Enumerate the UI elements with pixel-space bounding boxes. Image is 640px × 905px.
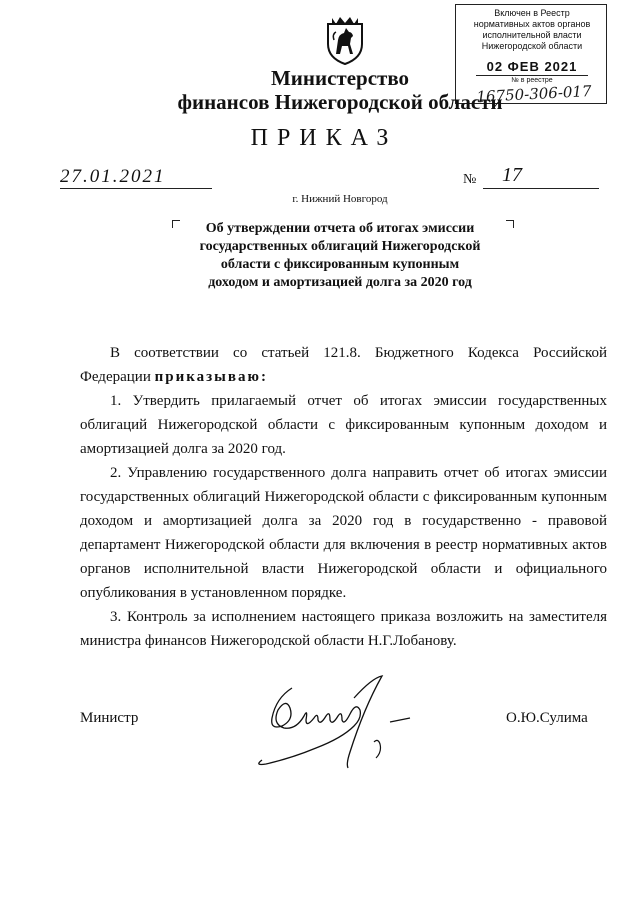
stamp-line-3: исполнительной власти — [482, 30, 582, 40]
signatory-title: Министр — [80, 710, 139, 726]
subject-bracket-left — [172, 220, 180, 228]
subject-bracket-right — [506, 220, 514, 228]
stamp-line-1: Включен в Реестр — [494, 8, 570, 18]
subject-line-2: государственных облигаций Нижегородской — [199, 239, 481, 254]
date-underline — [60, 188, 212, 189]
stamp-date: 02 ФЕВ 2021 — [486, 59, 578, 74]
stamp-line-4: Нижегородской области — [481, 41, 583, 51]
subject-line-4: доходом и амортизацией долга за 2020 год — [208, 275, 472, 290]
number-label: № — [463, 172, 477, 187]
city: г. Нижний Новгород — [292, 193, 388, 205]
subject-line-3: области с фиксированным купонным — [220, 257, 460, 272]
document-type-title: ПРИКАЗ — [250, 125, 398, 151]
stamp-line-2: нормативных актов органов — [473, 19, 591, 29]
stamp-registry-label: № в реестре — [511, 77, 553, 84]
stamp-registry-number: 16750-306-017 — [476, 81, 592, 107]
subject-title — [180, 220, 500, 292]
item-1-paragraph: 1. Утвердить прилагаемый отчет об итогах эмиссии государственных облигаций Нижегородской области с фиксированным купонным доходом и амортизацией долга за 2020 год. — [80, 393, 607, 457]
ministry-line-1: Министерство — [270, 66, 410, 90]
preamble-text: В соответствии со статьей 121.8. Бюджетного Кодекса Российской Федерации — [80, 345, 607, 385]
number-underline — [483, 188, 599, 189]
document-number: 17 — [502, 164, 522, 186]
coat-of-arms-icon — [324, 14, 366, 66]
ministry-line-2: финансов Нижегородской области — [177, 90, 503, 114]
subject-line-1: Об утверждении отчета об итогах эмиссии — [205, 221, 475, 236]
item-2-paragraph: 2. Управлению государственного долга направить отчет об итогах эмиссии государственных облигаций Нижегородской области с фиксированным купонным доходом и амортизацией долга за 2020 год в государственно - правовой департамент Нижегородской области для включения в реестр нормативных актов органов исполнительной власти Нижегородской области и официального опубликования в установленном порядке. — [80, 465, 607, 601]
item-3-paragraph: 3. Контроль за исполнением настоящего приказа возложить на заместителя министра финансов Нижегородской области Н.Г.Лобанову. — [80, 609, 607, 649]
order-word: приказываю: — [154, 369, 268, 385]
signatory-name: О.Ю.Сулима — [506, 710, 588, 726]
ministry-heading — [150, 66, 530, 114]
preamble-paragraph — [80, 341, 607, 389]
document-date: 27.01.2021 — [60, 166, 166, 187]
signature-icon — [232, 668, 422, 772]
